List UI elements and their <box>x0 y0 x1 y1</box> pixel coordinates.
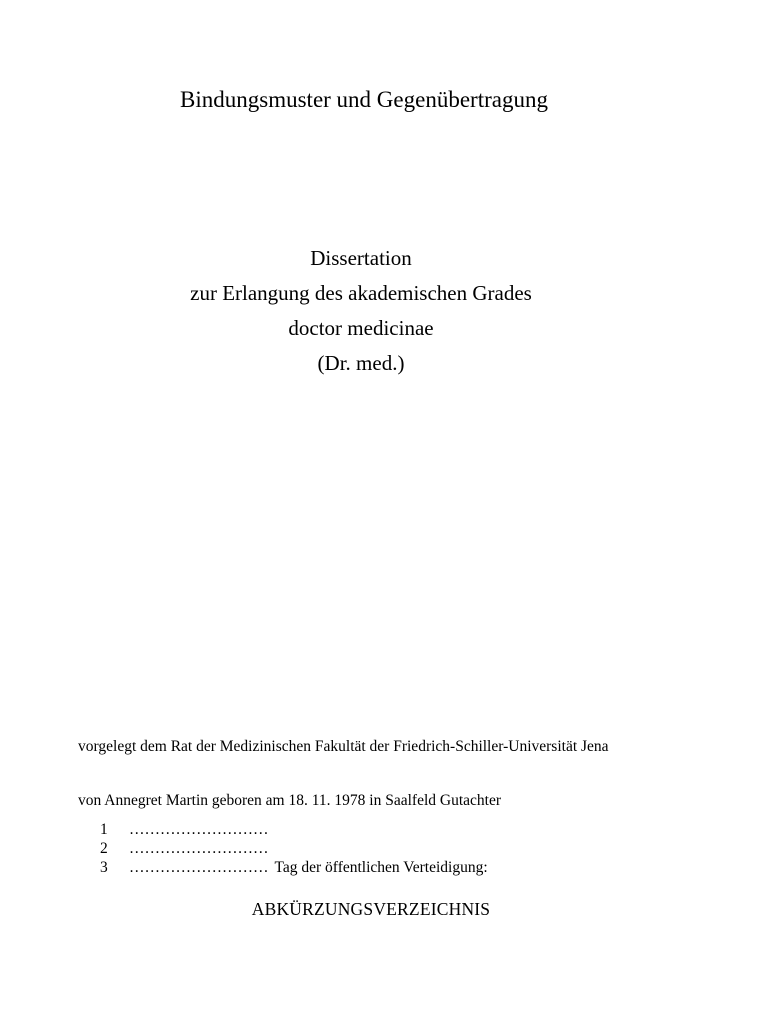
defense-date-label: Tag der öffentlichen Verteidigung: <box>274 859 488 876</box>
degree-line-dissertation: Dissertation <box>310 246 412 270</box>
reviewer-row <box>100 858 700 877</box>
degree-line-degree: doctor medicinae <box>288 316 434 340</box>
author-line: von Annegret Martin geboren am 18. 11. 1978 in Saalfeld Gutachter <box>78 792 501 809</box>
reviewer-number: 3 <box>100 859 108 876</box>
reviewer-number: 1 <box>100 821 108 838</box>
reviewer-row <box>100 839 700 858</box>
degree-line-abbrev: (Dr. med.) <box>317 351 405 375</box>
degree-line-purpose: zur Erlangung des akademischen Grades <box>190 281 532 305</box>
degree-block <box>0 241 722 381</box>
reviewer-placeholder: ……………………… <box>129 821 269 838</box>
reviewer-row <box>100 820 700 839</box>
submission-statement: vorgelegt dem Rat der Medizinischen Fakultät der Friedrich-Schiller-Universität Jena <box>78 738 609 755</box>
section-heading: ABKÜRZUNGSVERZEICHNIS <box>251 899 491 919</box>
document-title: Bindungsmuster und Gegenübertragung <box>180 87 548 112</box>
reviewer-placeholder: ……………………… <box>129 859 269 876</box>
reviewer-placeholder: ……………………… <box>129 840 269 857</box>
reviewer-list <box>100 820 700 877</box>
reviewer-number: 2 <box>100 840 108 857</box>
